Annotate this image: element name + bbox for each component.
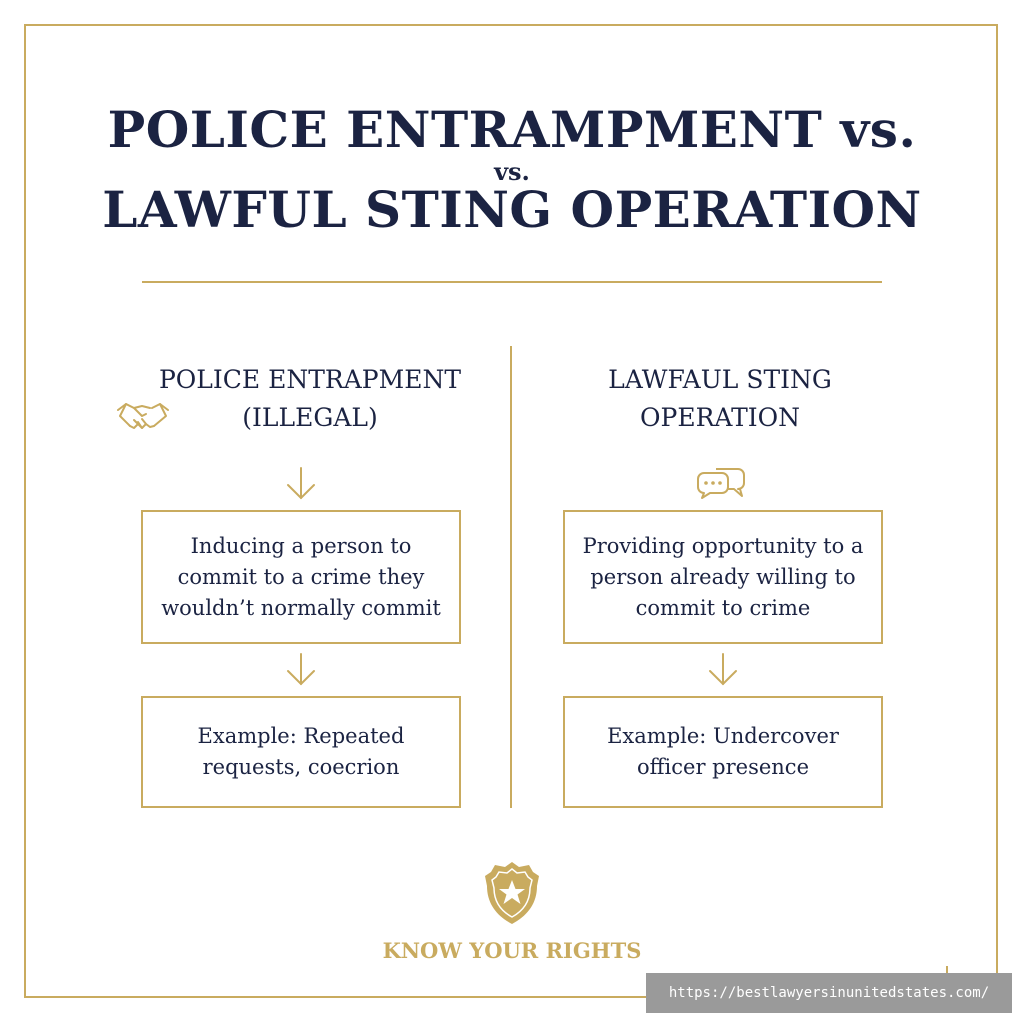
sting-example-box bbox=[563, 696, 883, 808]
entrapment-example-text: Example: Repeated requests, coecrion bbox=[197, 724, 405, 779]
entrapment-example-box bbox=[141, 696, 461, 808]
arrow-down-icon bbox=[284, 652, 318, 686]
sting-definition-text: Providing opportunity to a person already willing to commit to crime bbox=[582, 533, 864, 620]
sting-definition-box bbox=[563, 510, 883, 644]
title-line-2: LAWFUL STING OPERATION bbox=[102, 180, 922, 239]
know-your-rights-label: KNOW YOUR RIGHTS bbox=[382, 938, 642, 963]
entrapment-heading-line-2: (ILLEGAL) bbox=[242, 403, 378, 432]
sting-example-text: Example: Undercover officer presence bbox=[607, 724, 839, 779]
entrapment-definition-text: Inducing a person to commit to a crime they wouldn’t normally commit bbox=[161, 533, 441, 620]
title-divider bbox=[142, 281, 882, 283]
arrow-down-icon bbox=[706, 652, 740, 686]
watermark-url: https://bestlawyersinunitedstates.com/ bbox=[646, 973, 1012, 1013]
entrapment-heading-line-1: POLICE ENTRAPMENT bbox=[158, 365, 461, 394]
entrapment-heading bbox=[150, 361, 470, 437]
title-vs-small: vs. bbox=[494, 157, 530, 186]
column-divider bbox=[510, 346, 512, 808]
sting-heading-line-1: LAWFAUL STING bbox=[608, 365, 832, 394]
sting-heading-line-2: OPERATION bbox=[640, 403, 800, 432]
sting-heading bbox=[560, 361, 880, 437]
chat-bubbles-icon bbox=[696, 465, 746, 499]
police-badge-icon bbox=[483, 860, 541, 926]
entrapment-definition-box bbox=[141, 510, 461, 644]
title-line-1: POLICE ENTRAMPMENT vs. bbox=[107, 100, 917, 159]
arrow-down-icon bbox=[284, 466, 318, 500]
